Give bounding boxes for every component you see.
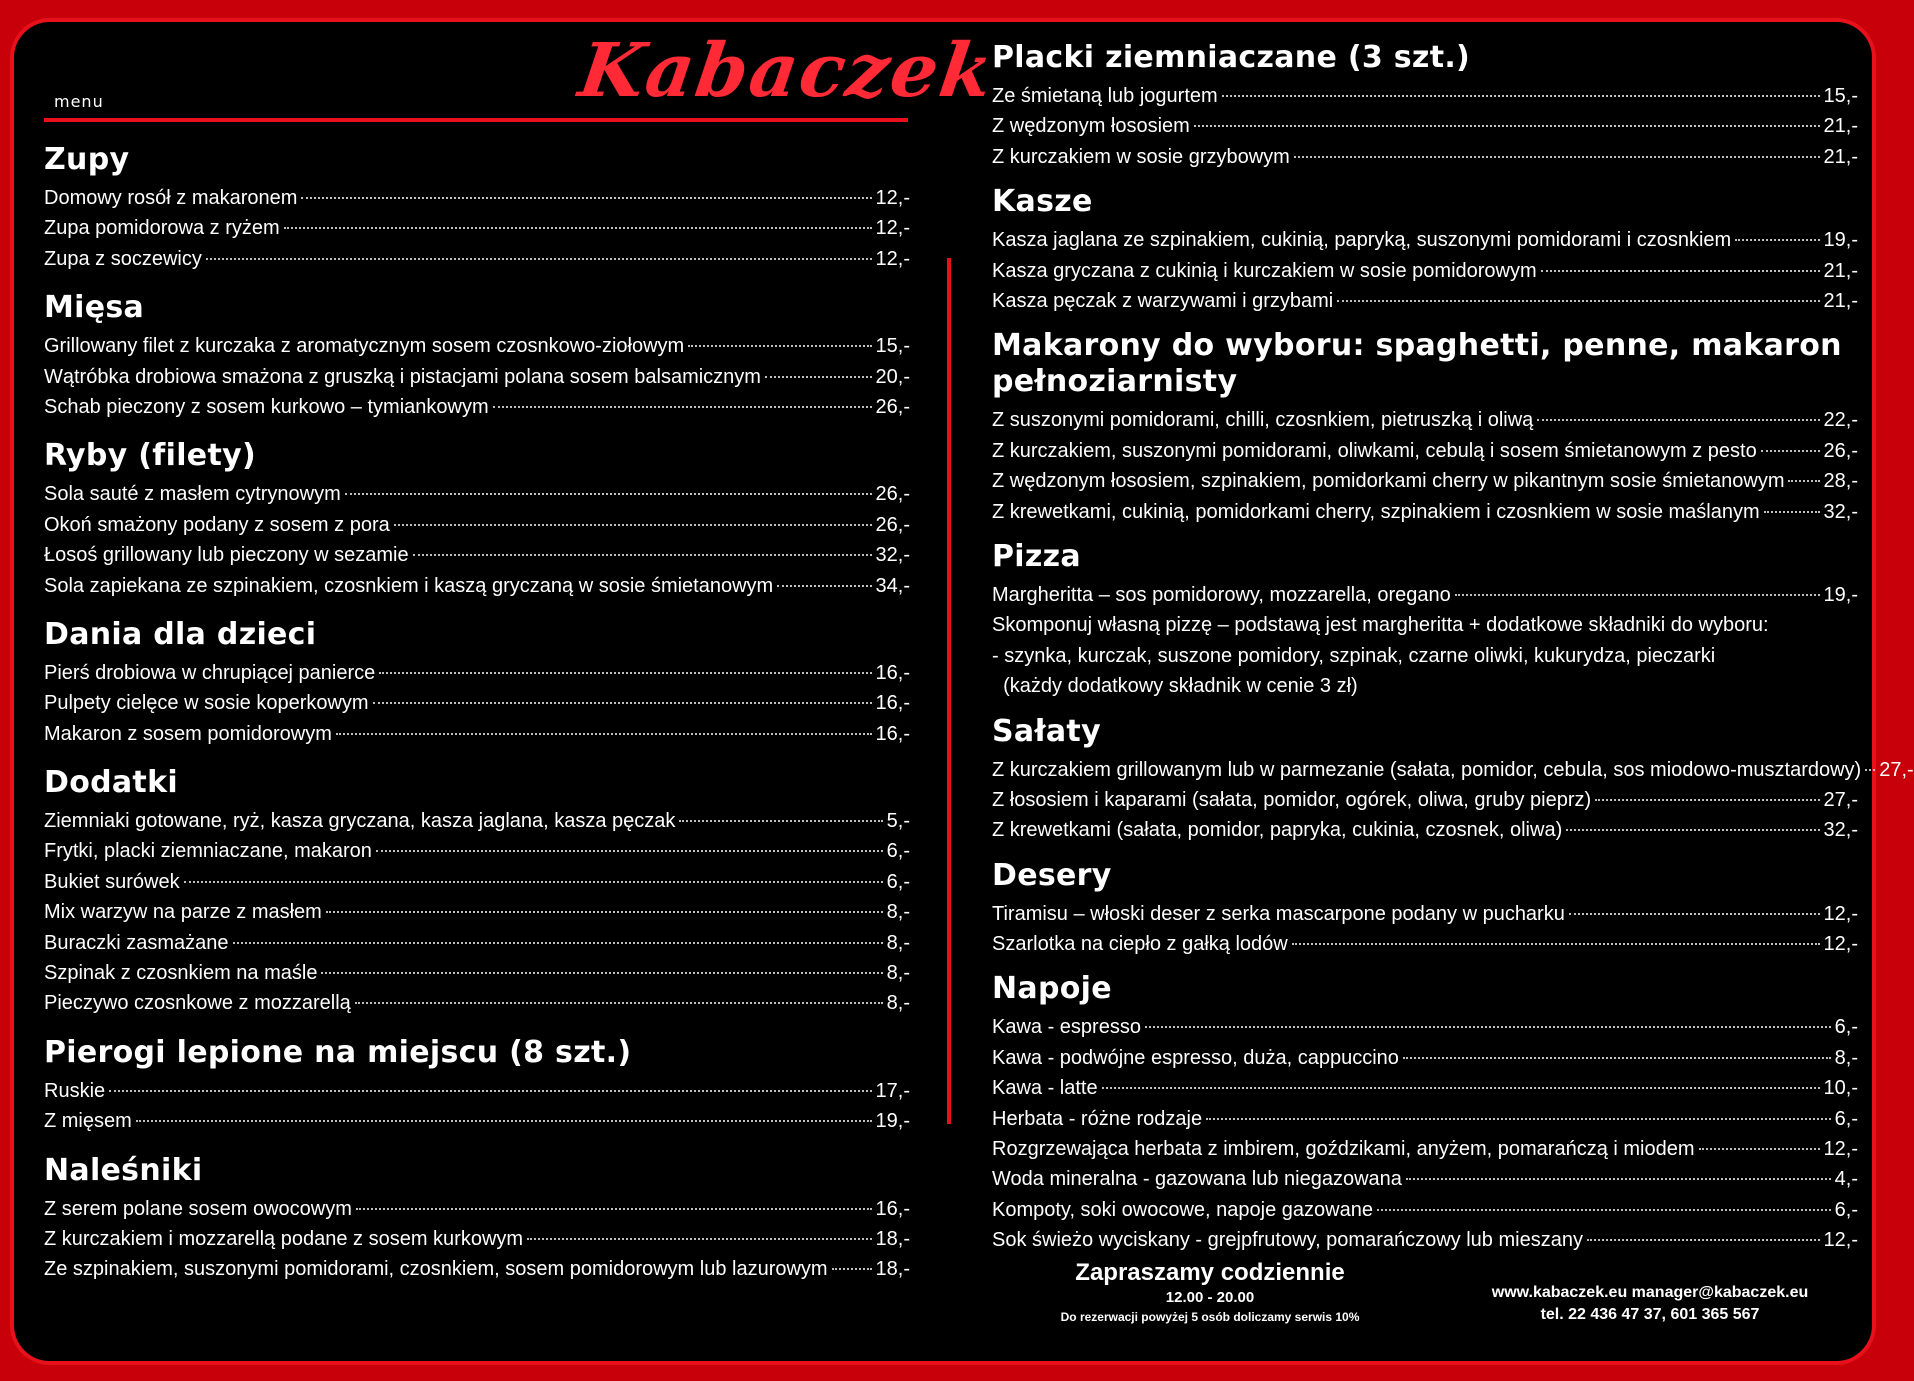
item-name: Buraczki zasmażane	[44, 931, 229, 954]
dot-leader	[233, 942, 883, 944]
contact-web-email: www.kabaczek.eu manager@kabaczek.eu	[1491, 1284, 1809, 1301]
item-name: Sok świeżo wyciskany - grejpfrutowy, pomarańczowy lub mieszany	[992, 1229, 1583, 1252]
item-price: 34,-	[875, 574, 910, 597]
dot-leader	[1764, 511, 1820, 513]
left-column	[44, 142, 910, 1301]
menu-item	[44, 897, 910, 927]
menu-item	[992, 286, 1858, 316]
dot-leader	[376, 850, 883, 852]
menu-item	[44, 719, 910, 749]
menu-item	[44, 928, 910, 958]
section-title: Pierogi lepione na miejscu (8 szt.)	[44, 1034, 632, 1070]
dot-leader	[1222, 95, 1820, 97]
section-title: Pizza	[992, 538, 1081, 574]
item-name: Schab pieczony z sosem kurkowo – tymiankowym	[44, 395, 489, 418]
item-name: Łosoś grillowany lub pieczony w sezamie	[44, 544, 409, 567]
dot-leader	[336, 733, 872, 735]
item-price: 26,-	[875, 395, 910, 418]
menu-item	[44, 183, 910, 213]
section-note: - szynka, kurczak, suszone pomidory, szpinak, czarne oliwki, kukurydza, pieczarki	[992, 644, 1716, 667]
item-name: Makaron z sosem pomidorowym	[44, 722, 332, 745]
menu-item	[992, 899, 1858, 929]
menu-item	[44, 1076, 910, 1106]
menu-item	[44, 510, 910, 540]
dot-leader	[1145, 1026, 1831, 1028]
footer-contact	[1450, 1282, 1850, 1326]
item-name: Kasza pęczak z warzywami i grzybami	[992, 289, 1334, 312]
item-name: Wątróbka drobiowa smażona z gruszką i pistacjami polana sosem balsamicznym	[44, 365, 761, 388]
item-price: 12,-	[1823, 1138, 1858, 1161]
section-title: Sałaty	[992, 713, 1101, 749]
dot-leader	[1761, 450, 1820, 452]
invite-title: Zapraszamy codziennie	[1075, 1259, 1345, 1286]
item-name: Z serem polane sosem owocowym	[44, 1197, 352, 1220]
dot-leader	[1735, 239, 1819, 241]
item-price: 28,-	[1823, 470, 1858, 493]
item-name: Z kurczakiem, suszonymi pomidorami, oliwkami, cebulą i sosem śmietanowym z pesto	[992, 439, 1757, 462]
menu-item	[992, 111, 1858, 141]
menu-item	[992, 1225, 1858, 1255]
item-name: Bukiet surówek	[44, 870, 180, 893]
dot-leader	[688, 345, 871, 347]
item-price: 17,-	[875, 1079, 910, 1102]
item-name: Z wędzonym łososiem, szpinakiem, pomidorkami cherry w pikantnym sosie śmietanowym	[992, 470, 1785, 493]
dot-leader	[373, 702, 872, 704]
item-name: Kawa - latte	[992, 1077, 1098, 1100]
menu-item	[992, 256, 1858, 286]
item-price: 6,-	[886, 840, 910, 863]
dot-leader	[379, 672, 871, 674]
menu-item	[44, 836, 910, 866]
menu-item	[44, 688, 910, 718]
item-price: 18,-	[875, 1227, 910, 1250]
item-name: Szarlotka na ciepło z gałką lodów	[992, 933, 1288, 956]
dot-leader	[356, 1208, 872, 1210]
menu-item	[992, 1195, 1858, 1225]
item-name: Z kurczakiem w sosie grzybowym	[992, 145, 1290, 168]
menu-item	[992, 1043, 1858, 1073]
item-price: 12,-	[875, 217, 910, 240]
dot-leader	[777, 585, 871, 587]
item-price: 15,-	[1823, 85, 1858, 107]
menu-item	[44, 1224, 910, 1254]
item-name: Kompoty, soki owocowe, napoje gazowane	[992, 1198, 1373, 1221]
item-price: 12,-	[1823, 902, 1858, 925]
item-name: Z wędzonym łososiem	[992, 115, 1190, 138]
menu-section	[992, 858, 1858, 960]
dot-leader	[1595, 799, 1819, 801]
item-price: 21,-	[1823, 115, 1858, 138]
right-column	[992, 40, 1914, 1268]
item-name: Szpinak z czosnkiem na maśle	[44, 962, 318, 985]
menu-item	[44, 1106, 910, 1136]
section-title: Mięsa	[44, 290, 145, 326]
section-note: (każdy dodatkowy składnik w cenie 3 zł)	[992, 675, 1358, 698]
menu-section	[44, 290, 910, 422]
dot-leader	[1292, 943, 1820, 945]
section-title: Desery	[992, 857, 1112, 893]
header-divider	[44, 118, 908, 122]
column-divider	[947, 258, 951, 1124]
item-price: 27,-	[1823, 788, 1858, 811]
item-name: Z mięsem	[44, 1110, 132, 1133]
menu-section	[44, 438, 910, 601]
section-title: Kasze	[992, 184, 1093, 220]
item-price: 22,-	[1823, 409, 1858, 432]
menu-section	[44, 765, 910, 1019]
menu-item	[44, 867, 910, 897]
menu-item	[44, 244, 910, 274]
item-price: 20,-	[875, 365, 910, 388]
menu-section	[992, 328, 1858, 527]
menu-item	[992, 405, 1858, 435]
menu-item	[992, 1012, 1858, 1042]
menu-item	[992, 81, 1858, 111]
item-name: Z kurczakiem grillowanym lub w parmezanie (sałata, pomidor, cebula, sos miodowo-musztardowy)	[992, 758, 1862, 781]
dot-leader	[1587, 1239, 1820, 1241]
item-price: 12,-	[1823, 933, 1858, 956]
item-name: Kasza gryczana z cukinią i kurczakiem w sosie pomidorowym	[992, 259, 1537, 282]
item-price: 32,-	[1823, 819, 1858, 842]
menu-item	[992, 1164, 1858, 1194]
menu-item	[992, 580, 1858, 610]
item-price: 4,-	[1834, 1168, 1858, 1191]
item-name: Ze szpinakiem, suszonymi pomidorami, czosnkiem, sosem pomidorowym lub lazurowym	[44, 1258, 828, 1281]
item-price: 32,-	[875, 544, 910, 567]
item-price: 8,-	[1834, 1046, 1858, 1069]
dot-leader	[1194, 125, 1820, 127]
item-name: Okoń smażony podany z sosem z pora	[44, 513, 390, 536]
menu-item	[992, 1073, 1858, 1103]
dot-leader	[1455, 594, 1820, 596]
menu-item	[44, 958, 910, 988]
dot-leader	[1337, 300, 1819, 302]
item-price: 6,-	[1834, 1016, 1858, 1039]
item-price: 16,-	[875, 1197, 910, 1220]
menu-label: menu	[54, 92, 104, 111]
dot-leader	[321, 972, 882, 974]
menu-item	[992, 497, 1858, 527]
dot-leader	[345, 493, 872, 495]
menu-item	[992, 142, 1858, 172]
dot-leader	[1537, 419, 1819, 421]
item-price: 15,-	[875, 335, 910, 358]
item-price: 19,-	[1823, 583, 1858, 606]
footer-invitation	[1000, 1258, 1420, 1326]
item-price: 21,-	[1823, 289, 1858, 312]
item-name: Rozgrzewająca herbata z imbirem, goździkami, anyżem, pomarańczą i miodem	[992, 1138, 1695, 1161]
item-name: Mix warzyw na parze z masłem	[44, 901, 322, 924]
menu-item	[992, 466, 1858, 496]
dot-leader	[1206, 1118, 1831, 1120]
item-name: Ruskie	[44, 1079, 106, 1102]
item-name: Pieczywo czosnkowe z mozzarellą	[44, 992, 351, 1015]
dot-leader	[413, 554, 872, 556]
menu-item	[992, 755, 1914, 785]
menu-item	[992, 225, 1858, 255]
item-price: 16,-	[875, 692, 910, 715]
menu-item	[44, 1194, 910, 1224]
item-name: Z krewetkami, cukinią, pomidorkami cherry, szpinakiem i czosnkiem w sosie maślanym	[992, 500, 1760, 523]
menu-item	[992, 929, 1858, 959]
menu-item	[44, 806, 910, 836]
menu-section	[44, 1035, 910, 1137]
dot-leader	[1541, 270, 1820, 272]
section-title: Napoje	[992, 971, 1112, 1007]
dot-leader	[679, 820, 882, 822]
dot-leader	[1377, 1209, 1831, 1211]
item-name: Zupa pomidorowa z ryżem	[44, 217, 280, 240]
item-price: 5,-	[886, 810, 910, 833]
item-name: Z łososiem i kaparami (sałata, pomidor, ogórek, oliwa, gruby pieprz)	[992, 788, 1592, 811]
item-price: 12,-	[875, 187, 910, 209]
item-name: Tiramisu – włoski deser z serka mascarpone podany w pucharku	[992, 902, 1565, 925]
section-title: Dodatki	[44, 765, 178, 801]
section-title: Placki ziemniaczane (3 szt.)	[992, 40, 1471, 75]
menu-item	[44, 392, 910, 422]
section-title: Makarony do wyboru: spaghetti, penne, makaron pełnoziarnisty	[992, 328, 1842, 400]
dot-leader	[136, 1120, 872, 1122]
menu-section	[992, 971, 1858, 1255]
item-name: Sola zapiekana ze szpinakiem, czosnkiem i kaszą gryczaną w sosie śmietanowym	[44, 574, 774, 597]
item-price: 26,-	[875, 513, 910, 536]
menu-section	[44, 617, 910, 749]
item-name: Sola sauté z masłem cytrynowym	[44, 483, 341, 506]
item-price: 8,-	[886, 962, 910, 985]
item-name: Kawa - podwójne espresso, duża, cappuccino	[992, 1046, 1399, 1069]
item-price: 6,-	[1834, 1107, 1858, 1130]
item-name: Herbata - różne rodzaje	[992, 1107, 1203, 1130]
menu-item	[992, 785, 1858, 815]
item-name: Frytki, placki ziemniaczane, makaron	[44, 840, 372, 863]
dot-leader	[765, 376, 872, 378]
item-name: Kasza jaglana ze szpinakiem, cukinią, papryką, suszonymi pomidorami i czosnkiem	[992, 229, 1732, 252]
dot-leader	[301, 197, 871, 199]
contact-phone: tel. 22 436 47 37, 601 365 567	[1540, 1306, 1760, 1323]
item-price: 10,-	[1823, 1077, 1858, 1100]
dot-leader	[394, 524, 872, 526]
item-name: Z suszonymi pomidorami, chilli, czosnkiem, pietruszką i oliwą	[992, 409, 1534, 432]
item-price: 18,-	[875, 1258, 910, 1281]
menu-item	[44, 213, 910, 243]
menu-item	[992, 815, 1858, 845]
section-title: Ryby (filety)	[44, 438, 256, 474]
menu-section	[992, 184, 1858, 316]
menu-item	[44, 571, 910, 601]
opening-hours: 12.00 - 20.00	[1165, 1289, 1255, 1306]
item-price: 19,-	[875, 1110, 910, 1133]
item-price: 21,-	[1823, 145, 1858, 168]
dot-leader	[184, 881, 883, 883]
section-title: Zupy	[44, 142, 130, 177]
menu-item	[44, 988, 910, 1018]
menu-item	[44, 1254, 910, 1284]
section-note: Skomponuj własną pizzę – podstawą jest margheritta + dodatkowe składniki do wyboru:	[992, 614, 1769, 637]
dot-leader	[284, 227, 872, 229]
dot-leader	[1566, 829, 1819, 831]
item-price: 27,-	[1879, 758, 1914, 781]
item-name: Z kurczakiem i mozzarellą podane z sosem kurkowym	[44, 1227, 524, 1250]
item-price: 32,-	[1823, 500, 1858, 523]
item-name: Ziemniaki gotowane, ryż, kasza gryczana, kasza jaglana, kasza pęczak	[44, 810, 676, 833]
menu-item	[44, 540, 910, 570]
brand-logo: Kabaczek	[573, 28, 1000, 114]
dot-leader	[109, 1090, 871, 1092]
item-price: 16,-	[875, 661, 910, 684]
item-price: 26,-	[875, 483, 910, 506]
dot-leader	[1403, 1057, 1831, 1059]
dot-leader	[1569, 913, 1820, 915]
item-name: Zupa z soczewicy	[44, 247, 202, 270]
dot-leader	[1406, 1178, 1831, 1180]
item-price: 26,-	[1823, 439, 1858, 462]
dot-leader	[1294, 156, 1820, 158]
menu-item	[992, 1104, 1858, 1134]
item-name: Domowy rosół z makaronem	[44, 187, 298, 209]
item-price: 21,-	[1823, 259, 1858, 282]
dot-leader	[355, 1002, 883, 1004]
item-name: Kawa - espresso	[992, 1016, 1141, 1039]
menu-section	[44, 1153, 910, 1285]
item-price: 6,-	[1834, 1198, 1858, 1221]
menu-item	[992, 436, 1858, 466]
dot-leader	[832, 1268, 872, 1270]
dot-leader	[1865, 769, 1875, 771]
item-name: Woda mineralna - gazowana lub niegazowana	[992, 1168, 1402, 1191]
item-name: Grillowany filet z kurczaka z aromatycznym sosem czosnkowo-ziołowym	[44, 335, 685, 358]
reservation-note: Do rezerwacji powyżej 5 osób doliczamy serwis 10%	[1060, 1310, 1360, 1324]
section-title: Dania dla dzieci	[44, 616, 317, 652]
dot-leader	[1102, 1087, 1820, 1089]
item-price: 12,-	[875, 247, 910, 270]
dot-leader	[493, 406, 872, 408]
dot-leader	[206, 258, 872, 260]
menu-section	[992, 713, 1914, 846]
menu-section	[44, 142, 910, 274]
menu-section	[992, 40, 1858, 172]
section-title: Naleśniki	[44, 1152, 203, 1188]
menu-item	[44, 658, 910, 688]
menu-item	[44, 479, 910, 509]
dot-leader	[527, 1238, 871, 1240]
item-price: 19,-	[1823, 229, 1858, 252]
item-name: Z krewetkami (sałata, pomidor, papryka, cukinia, czosnek, oliwa)	[992, 819, 1563, 842]
menu-section	[992, 539, 1858, 702]
item-name: Ze śmietaną lub jogurtem	[992, 85, 1218, 107]
dot-leader	[1788, 480, 1819, 482]
item-name: Margheritta – sos pomidorowy, mozzarella, oregano	[992, 583, 1451, 606]
menu-item	[44, 362, 910, 392]
item-price: 8,-	[886, 931, 910, 954]
item-price: 12,-	[1823, 1229, 1858, 1252]
item-name: Pulpety cielęce w sosie koperkowym	[44, 692, 369, 715]
item-price: 8,-	[886, 992, 910, 1015]
menu-item	[44, 331, 910, 361]
item-price: 16,-	[875, 722, 910, 745]
dot-leader	[1699, 1148, 1820, 1150]
item-price: 6,-	[886, 870, 910, 893]
dot-leader	[326, 911, 883, 913]
item-name: Pierś drobiowa w chrupiącej panierce	[44, 661, 376, 684]
menu-item	[992, 1134, 1858, 1164]
item-price: 8,-	[886, 901, 910, 924]
